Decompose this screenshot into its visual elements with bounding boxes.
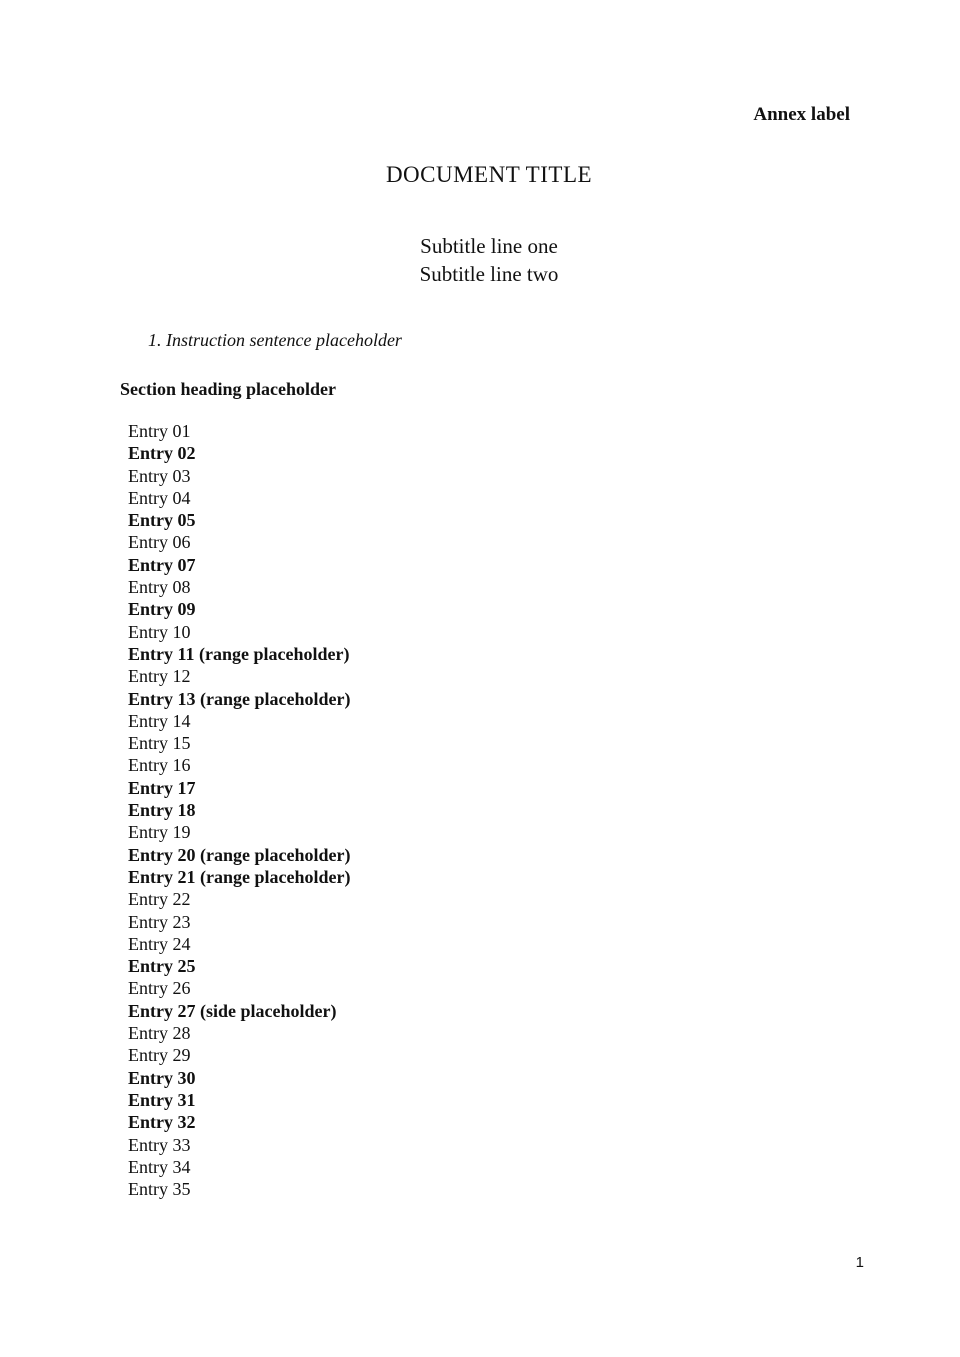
list-item: Entry 11 (range placeholder)	[128, 643, 350, 664]
list-item: Entry 19	[128, 822, 191, 843]
list-item: Entry 12	[128, 666, 191, 687]
list-item: Entry 06	[128, 532, 191, 553]
list-item: Entry 03	[128, 465, 191, 486]
list-item: Entry 24	[128, 933, 191, 954]
list-item: Entry 08	[128, 577, 191, 598]
list-item: Entry 30	[128, 1067, 196, 1088]
annex-label: Annex label	[753, 104, 850, 125]
list-item: Entry 35	[128, 1179, 191, 1200]
list-item: Entry 21 (range placeholder)	[128, 866, 351, 887]
document-title: DOCUMENT TITLE	[385, 162, 593, 187]
list-item: Entry 28	[128, 1023, 191, 1044]
subtitle-line-1: Subtitle line one	[420, 234, 558, 258]
page-number: 1	[855, 1254, 864, 1271]
subtitle-block	[128, 232, 850, 288]
list-item: Entry 23	[128, 911, 191, 932]
list-item: Entry 31	[128, 1089, 196, 1110]
list-item: Entry 16	[128, 755, 191, 776]
list-item: Entry 32	[128, 1112, 196, 1133]
list-item: Entry 15	[128, 733, 191, 754]
list-item: Entry 18	[128, 800, 196, 821]
list-item: Entry 09	[128, 599, 196, 620]
list-item: Entry 17	[128, 777, 196, 798]
list-item: Entry 14	[128, 710, 191, 731]
list-item: Entry 02	[128, 443, 196, 464]
list-item: Entry 25	[128, 956, 196, 977]
instruction-text: 1. Instruction sentence placeholder	[148, 330, 402, 350]
list-item: Entry 22	[128, 889, 191, 910]
list-item: Entry 29	[128, 1045, 191, 1066]
section-heading: Section heading placeholder	[120, 379, 337, 399]
list-item: Entry 10	[128, 621, 191, 642]
entry-list	[128, 420, 850, 1200]
list-item: Entry 26	[128, 978, 191, 999]
list-item: Entry 13 (range placeholder)	[128, 688, 351, 709]
list-item: Entry 34	[128, 1156, 191, 1177]
list-item: Entry 33	[128, 1134, 191, 1155]
list-item: Entry 01	[128, 421, 191, 441]
list-item: Entry 05	[128, 510, 196, 531]
list-item: Entry 07	[128, 554, 196, 575]
list-item: Entry 27 (side placeholder)	[128, 1000, 337, 1021]
list-item: Entry 20 (range placeholder)	[128, 844, 351, 865]
subtitle-line-2: Subtitle line two	[419, 262, 559, 286]
list-item: Entry 04	[128, 487, 191, 508]
